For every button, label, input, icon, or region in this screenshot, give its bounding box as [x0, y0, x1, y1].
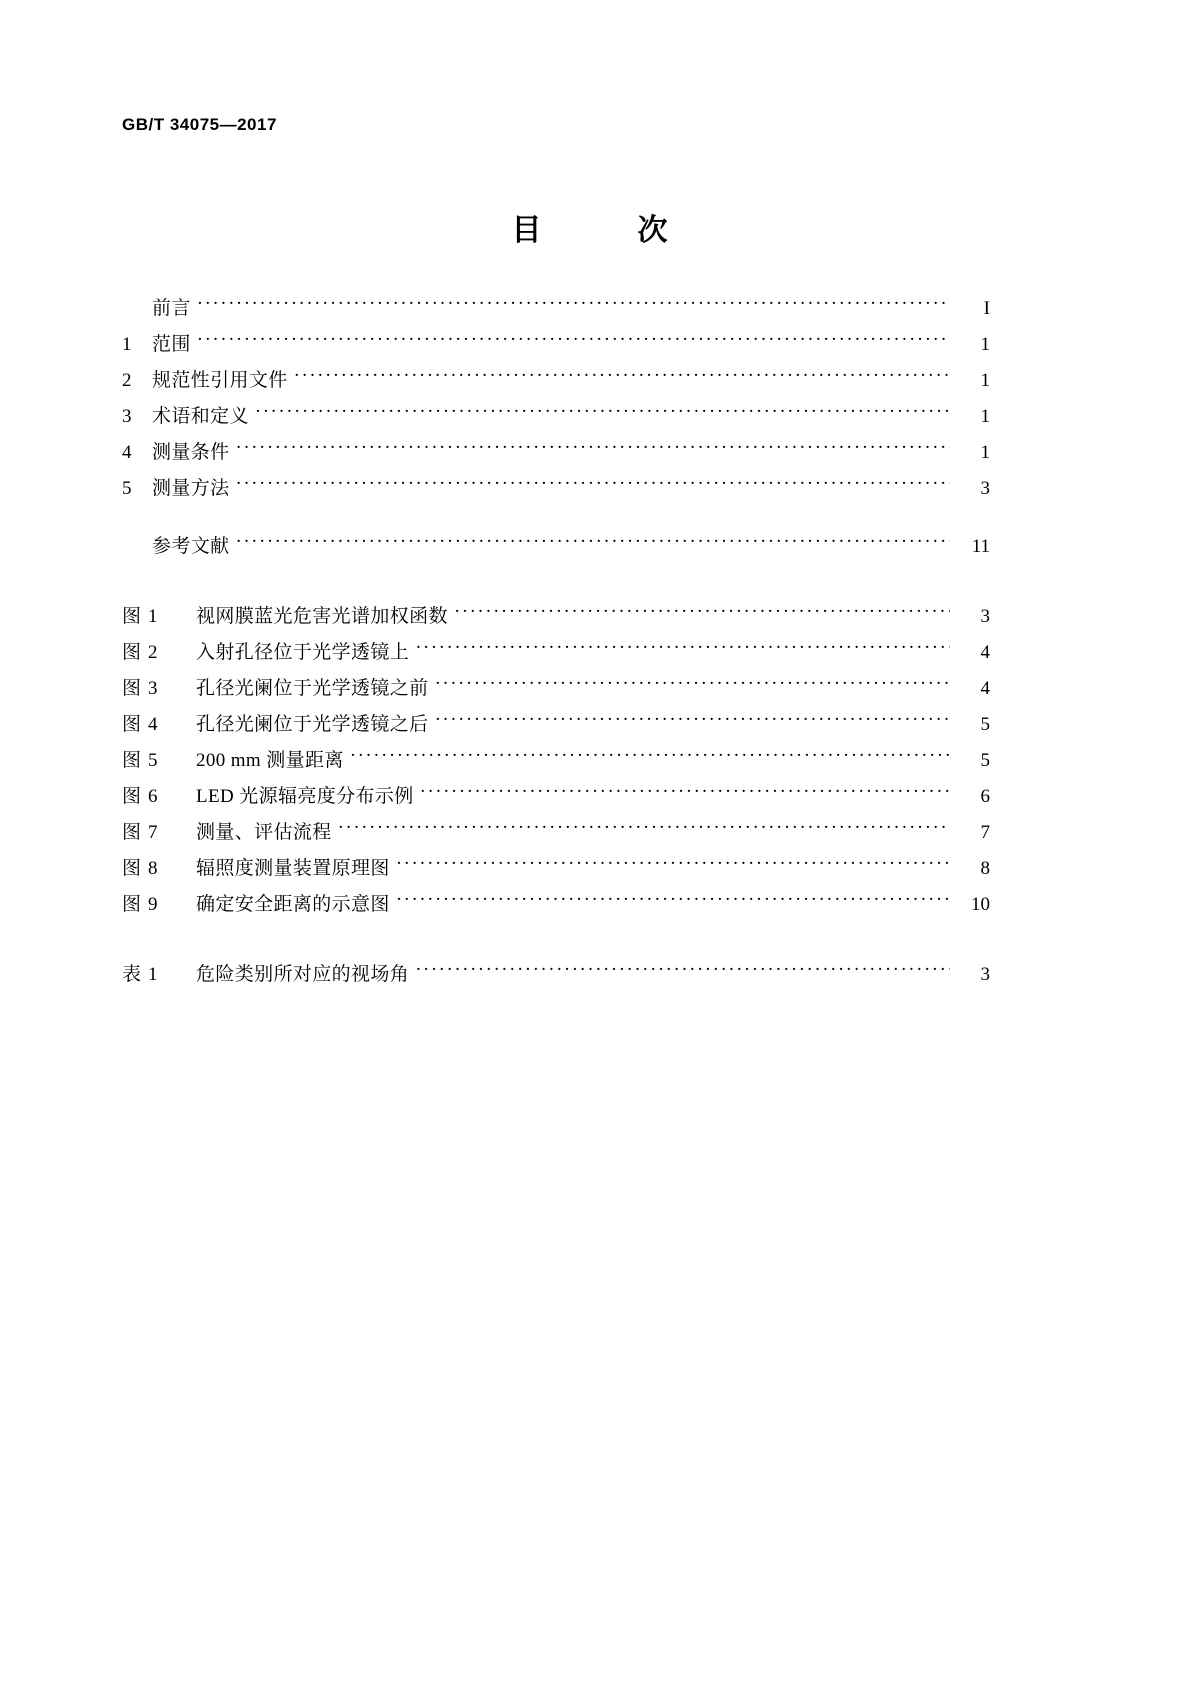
- standard-code: GB/T 34075—2017: [122, 115, 277, 134]
- toc-figure-number: 图 8: [122, 858, 159, 879]
- toc-page-number: 11: [971, 536, 990, 557]
- toc-entry-label: 200 mm 测量距离: [196, 750, 344, 771]
- toc-figure-number: 图 1: [122, 606, 159, 627]
- toc-entry-figure-8[interactable]: [122, 855, 990, 891]
- toc-entry-figure-7[interactable]: [122, 819, 990, 855]
- toc-leader: [350, 747, 950, 766]
- toc-entry-number: 3: [122, 406, 132, 427]
- toc-entry-foreword[interactable]: [122, 295, 990, 331]
- toc-figure-number: 图 3: [122, 678, 159, 699]
- toc-page-number: 7: [980, 822, 990, 843]
- toc-entry-label: 辐照度测量装置原理图: [196, 858, 390, 879]
- toc-leader: [415, 961, 950, 980]
- toc-leader: [396, 891, 950, 910]
- toc-figure-number: 图 4: [122, 714, 159, 735]
- toc-entry-figure-1[interactable]: [122, 603, 990, 639]
- toc-page-number: 1: [980, 442, 990, 463]
- toc-figure-number: 图 7: [122, 822, 159, 843]
- toc-leader: [294, 367, 950, 386]
- toc-leader: [236, 475, 950, 494]
- table-of-contents: [122, 295, 990, 997]
- toc-entry-figure-5[interactable]: [122, 747, 990, 783]
- toc-page-number: 3: [980, 478, 990, 499]
- toc-entry-label: 危险类别所对应的视场角: [196, 964, 410, 985]
- toc-leader: [396, 855, 950, 874]
- toc-entry-label: 范围: [152, 334, 191, 355]
- toc-page-number: 1: [980, 406, 990, 427]
- toc-page-number: 8: [980, 858, 990, 879]
- toc-page-number: 4: [980, 642, 990, 663]
- toc-leader: [435, 675, 950, 694]
- toc-entry-number: 5: [122, 478, 132, 499]
- page-title: 目 次: [511, 214, 680, 247]
- toc-entry-section-3[interactable]: [122, 403, 990, 439]
- toc-page-number: 6: [980, 786, 990, 807]
- toc-entry-label: 入射孔径位于光学透镜上: [196, 642, 410, 663]
- toc-leader: [420, 783, 950, 802]
- toc-figure-number: 图 6: [122, 786, 159, 807]
- toc-entry-figure-4[interactable]: [122, 711, 990, 747]
- toc-page-number: 1: [980, 370, 990, 391]
- toc-page-number: 5: [980, 714, 990, 735]
- toc-page-number: 5: [980, 750, 990, 771]
- toc-entry-label: 参考文献: [152, 536, 230, 557]
- toc-leader: [435, 711, 950, 730]
- toc-leader: [236, 533, 950, 552]
- toc-entry-label: 孔径光阑位于光学透镜之后: [196, 714, 429, 735]
- toc-entry-figure-2[interactable]: [122, 639, 990, 675]
- toc-page-number: 10: [971, 894, 990, 915]
- toc-page-number: 3: [980, 964, 990, 985]
- toc-entry-label: 确定安全距离的示意图: [196, 894, 390, 915]
- toc-entry-label: 前言: [152, 298, 191, 319]
- toc-table-number: 表 1: [122, 964, 159, 985]
- toc-leader: [197, 295, 950, 314]
- toc-leader: [255, 403, 950, 422]
- toc-entry-number: 1: [122, 334, 132, 355]
- toc-leader: [338, 819, 950, 838]
- toc-page-number: I: [983, 298, 990, 319]
- toc-entry-label: 视网膜蓝光危害光谱加权函数: [196, 606, 448, 627]
- toc-entry-label: 测量条件: [152, 442, 230, 463]
- toc-spacer: [122, 569, 990, 603]
- toc-page-number: 4: [980, 678, 990, 699]
- toc-leader: [415, 639, 950, 658]
- toc-figure-number: 图 9: [122, 894, 159, 915]
- toc-entry-section-1[interactable]: [122, 331, 990, 367]
- toc-entry-section-2[interactable]: [122, 367, 990, 403]
- toc-entry-label: 孔径光阑位于光学透镜之前: [196, 678, 429, 699]
- toc-page-number: 1: [980, 334, 990, 355]
- toc-entry-label: 术语和定义: [152, 406, 249, 427]
- toc-spacer: [122, 927, 990, 961]
- toc-entry-figure-6[interactable]: [122, 783, 990, 819]
- toc-leader: [236, 439, 950, 458]
- toc-entry-figure-3[interactable]: [122, 675, 990, 711]
- toc-entry-references[interactable]: [122, 533, 990, 569]
- toc-leader: [197, 331, 950, 350]
- toc-page-number: 3: [980, 606, 990, 627]
- toc-figure-number: 图 5: [122, 750, 159, 771]
- toc-figure-number: 图 2: [122, 642, 159, 663]
- toc-entry-label: LED 光源辐亮度分布示例: [196, 786, 414, 807]
- toc-spacer: [122, 511, 990, 533]
- toc-entry-number: 2: [122, 370, 132, 391]
- toc-entry-section-5[interactable]: [122, 475, 990, 511]
- toc-leader: [454, 603, 950, 622]
- toc-entry-figure-9[interactable]: [122, 891, 990, 927]
- toc-entry-label: 测量、评估流程: [196, 822, 332, 843]
- toc-entry-label: 测量方法: [152, 478, 230, 499]
- toc-entry-section-4[interactable]: [122, 439, 990, 475]
- toc-entry-label: 规范性引用文件: [152, 370, 288, 391]
- toc-entry-number: 4: [122, 442, 132, 463]
- toc-entry-table-1[interactable]: [122, 961, 990, 997]
